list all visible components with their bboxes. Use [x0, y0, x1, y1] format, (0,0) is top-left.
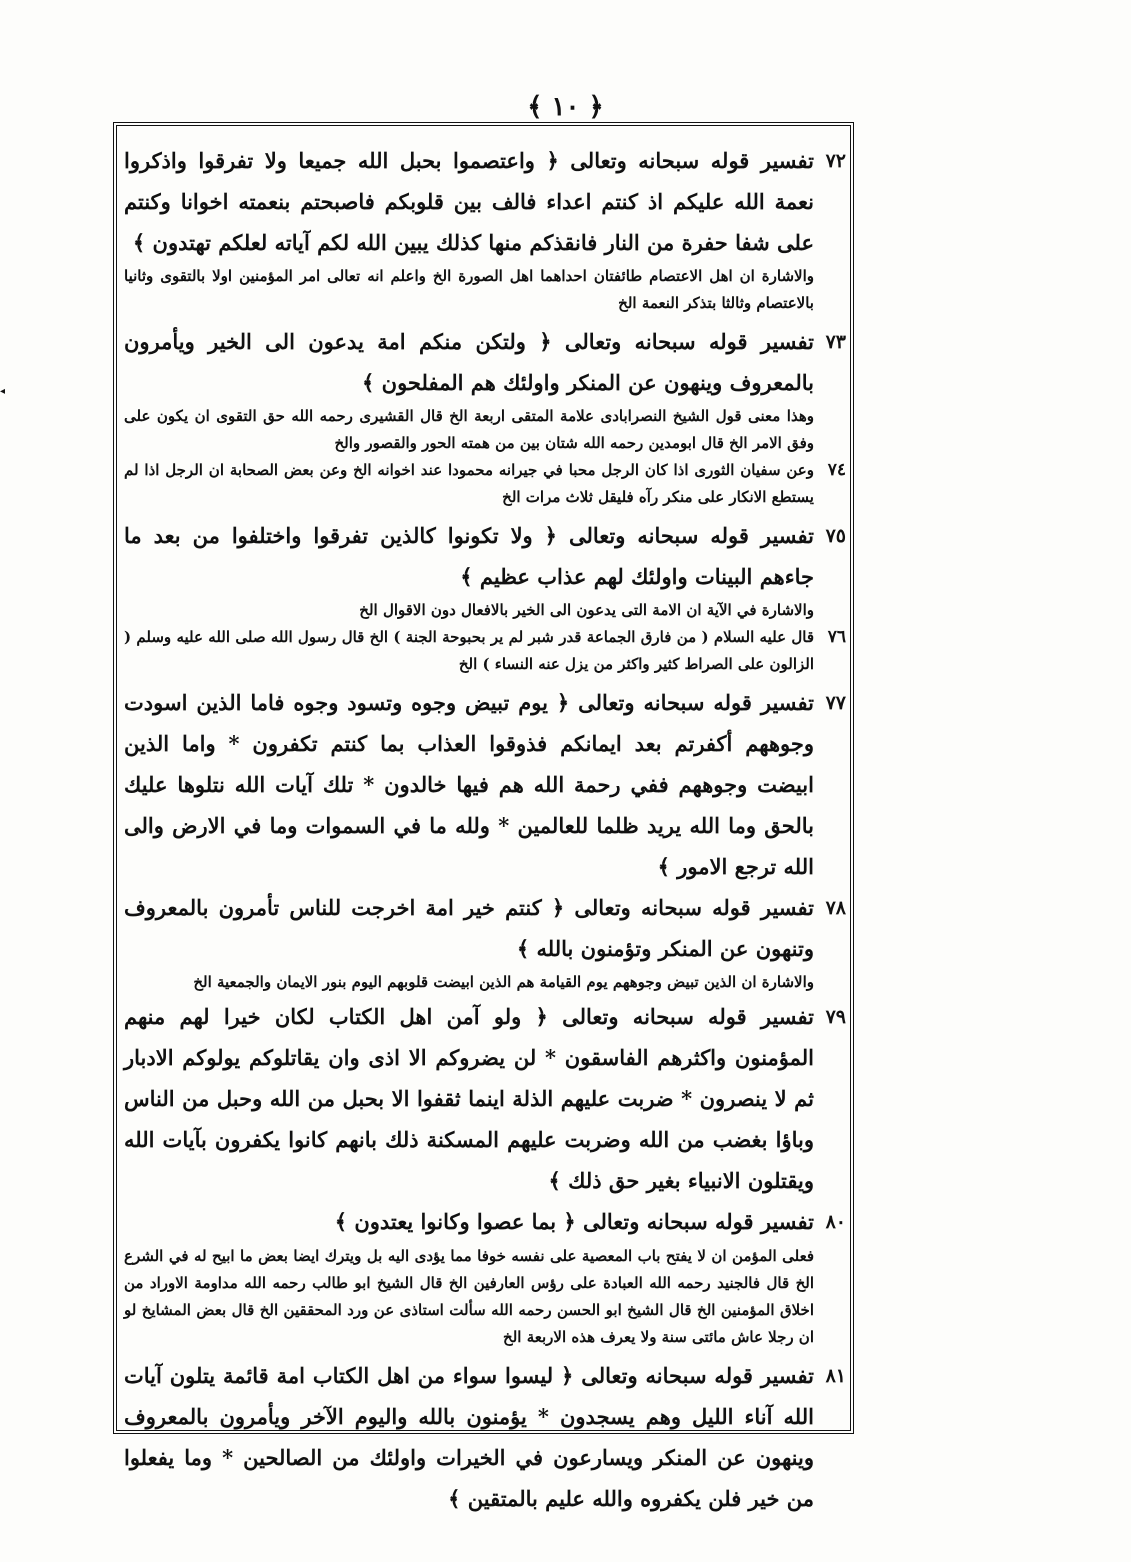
commentary-text: والاشارة في الآية ان الامة التى يدعون الى الخير بالافعال دون الاقوال الخ [359, 601, 814, 619]
page-body [124, 140, 846, 1519]
verse-text: تفسير قوله سبحانه وتعالى ﴿ كنتم خير امة اخرجت للناس تأمرون بالمعروف وتنهون عن المنكر وتؤمنون بالله ﴾ [124, 895, 814, 961]
verse-text: تفسير قوله سبحانه وتعالى ﴿ يوم تبيض وجوه وتسود وجوه فاما الذين اسودت وجوههم أكفرتم بعد ايمانكم فذوقوا العذاب بما كنتم تكفرون * واما الذين ابيضت وجوههم ففي رحمة الله هم فيها خالدون * تلك آيات الله نتلوها عليك بالحق وما الله يريد ظلما للعالمين * ولله ما في السموات وما في الارض والى الله ترجع الامور ﴾ [124, 690, 814, 879]
entry-80 [124, 1201, 846, 1243]
verse-number: ٧٩ [825, 1006, 846, 1028]
entry-78 [124, 887, 846, 969]
entry-77 [124, 682, 846, 887]
verse-number: ٧٦ [827, 627, 846, 647]
commentary-78 [124, 969, 846, 996]
commentary-text: وهذا معنى قول الشيخ النصرابادى علامة المتقى اربعة الخ قال القشيرى رحمه الله حق التقوى ان يكون على وفق الامر الخ قال ابومدين رحمه الله شتان بين من همته الحور والقصور والخ [124, 407, 814, 452]
margin-mark: ◂ [0, 386, 6, 397]
verse-number: ٧٤ [827, 460, 846, 480]
commentary-73 [124, 403, 846, 457]
entry-79 [124, 996, 846, 1201]
entry-81 [124, 1355, 846, 1519]
verse-number: ٧٣ [825, 331, 846, 353]
commentary-72 [124, 263, 846, 317]
verse-number: ٧٧ [825, 692, 846, 714]
commentary-text: والاشارة ان الذين تبيض وجوههم يوم القيامة هم الذين ابيضت قلوبهم اليوم بنور الايمان والجمعية الخ [193, 973, 814, 991]
commentary-text: والاشارة ان اهل الاعتصام طائفتان احداهما اهل الصورة الخ واعلم انه تعالى امر المؤمنين اولا بالتقوى وثانيا بالاعتصام وثالثا بتذكر النعمة الخ [124, 267, 814, 312]
verse-number: ٧٢ [825, 150, 846, 172]
verse-number: ٨٠ [825, 1211, 846, 1233]
commentary-75 [124, 597, 846, 624]
verse-text: تفسير قوله سبحانه وتعالى ﴿ ولا تكونوا كالذين تفرقوا واختلفوا من بعد ما جاءهم البينات واولئك لهم عذاب عظيم ﴾ [124, 523, 814, 589]
commentary-text: فعلى المؤمن ان لا يفتح باب المعصية على نفسه خوفا مما يؤدى اليه بل ويترك ايضا بعض ما ابيح له في الشرع الخ قال فالجنيد رحمه الله العبادة على رؤس العارفين الخ قال الشيخ ابو طالب رحمه الله مداومة الاوراد من اخلاق المؤمنين الخ قال الشيخ ابو الحسن رحمه الله سألت استاذى عن ورد المحققين الخ قال بعض المشايخ لو ان رجلا عاش مائتى سنة ولا يعرف هذه الاربعة الخ [124, 1247, 814, 1346]
verse-text: تفسير قوله سبحانه وتعالى ﴿ ولو آمن اهل الكتاب لكان خيرا لهم منهم المؤمنون واكثرهم الفاسقون * لن يضروكم الا اذى وان يقاتلوكم يولوكم الادبار ثم لا ينصرون * ضربت عليهم الذلة اينما ثقفوا الا بحبل من الله وحبل من الناس وباؤا بغضب من الله وضربت عليهم المسكنة ذلك بانهم كانوا يكفرون بآيات الله ويقتلون الانبياء بغير حق ذلك ﴾ [124, 1004, 814, 1193]
verse-text: تفسير قوله سبحانه وتعالى ﴿ واعتصموا بحبل الله جميعا ولا تفرقوا واذكروا نعمة الله عليكم اذ كنتم اعداء فالف بين قلوبكم فاصبحتم بنعمته اخوانا وكنتم على شفا حفرة من النار فانقذكم منها كذلك يبين الله لكم آياته لعلكم تهتدون ﴾ [124, 148, 814, 255]
entry-72 [124, 140, 846, 263]
verse-number: ٨١ [825, 1365, 846, 1387]
commentary-80 [124, 1243, 846, 1351]
verse-text: تفسير قوله سبحانه وتعالى ﴿ بما عصوا وكانوا يعتدون ﴾ [334, 1209, 814, 1234]
entry-75 [124, 515, 846, 597]
verse-number: ٧٥ [825, 525, 846, 547]
verse-text: تفسير قوله سبحانه وتعالى ﴿ ليسوا سواء من اهل الكتاب امة قائمة يتلون آيات الله آناء الليل وهم يسجدون * يؤمنون بالله واليوم الآخر ويأمرون بالمعروف وينهون عن المنكر ويسارعون في الخيرات واولئك من الصالحين * وما يفعلوا من خير فلن يكفروه والله عليم بالمتقين ﴾ [124, 1363, 814, 1511]
verse-number: ٧٨ [825, 897, 846, 919]
entry-76 [124, 624, 846, 678]
page-number: ﴿ ١٠ ﴾ [527, 92, 604, 122]
entry-74 [124, 457, 846, 511]
commentary-text: قال عليه السلام ( من فارق الجماعة قدر شبر لم ير بحبوحة الجنة ) الخ قال رسول الله صلى الله عليه وسلم ( الزالون على الصراط كثير واكثر من يزل عنه النساء ) الخ [124, 628, 814, 673]
entry-73 [124, 321, 846, 403]
commentary-text: وعن سفيان الثورى اذا كان الرجل محبا في جيرانه محمودا عند اخوانه الخ وعن بعض الصحابة ان الرجل اذا لم يستطع الانكار على منكر رآه فليقل ثلاث مرات الخ [124, 461, 814, 506]
verse-text: تفسير قوله سبحانه وتعالى ﴿ ولتكن منكم امة يدعون الى الخير ويأمرون بالمعروف وينهون عن المنكر واولئك هم المفلحون ﴾ [124, 329, 814, 395]
